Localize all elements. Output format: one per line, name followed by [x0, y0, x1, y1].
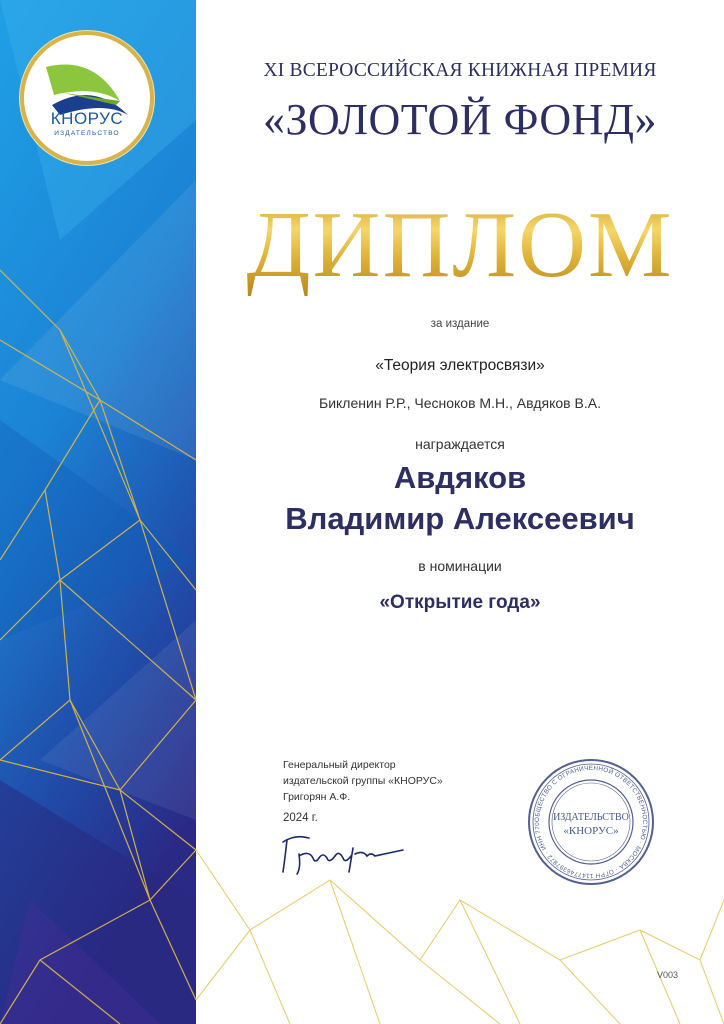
nomination-label: в номинации: [418, 558, 502, 574]
awarded-label: награждается: [415, 436, 505, 452]
official-stamp: [526, 757, 656, 887]
diploma-title-gold: [230, 190, 690, 300]
book-title: «Теория электросвязи»: [375, 357, 545, 374]
for-edition-label: за издание: [430, 318, 490, 330]
premium-title-line2: «ЗОЛОТОЙ ФОНД»: [263, 95, 657, 144]
stamp-center-line2: «КНОРУС»: [563, 825, 619, 837]
diploma-title: [230, 190, 690, 300]
stamp-center-line1: ИЗДАТЕЛЬСТВО: [553, 812, 629, 823]
premium-title-line1: XI ВСЕРОССИЙСКАЯ КНИЖНАЯ ПРЕМИЯ: [263, 60, 657, 81]
logo-name: КНОРУС: [50, 109, 124, 128]
logo-subtitle: ИЗДАТЕЛЬСТВО: [54, 130, 120, 137]
decorative-sidebar: [0, 0, 196, 1024]
sail-logo-icon: [24, 35, 150, 161]
signatory-position: Генеральный директор: [283, 759, 396, 771]
publisher-logo: [24, 35, 150, 161]
laureate-given-names: Владимир Алексеевич: [285, 501, 635, 536]
document-code: V003: [657, 970, 679, 980]
diploma-title-text: ДИПЛОМ: [246, 193, 674, 297]
stamp-ring-text: ОБЩЕСТВО С ОГРАНИЧЕННОЙ ОТВЕТСТВЕННОСТЬЮ · МОСКВА · ОГРН 1147746397872 · ИНН 770: [533, 764, 649, 880]
laureate-surname: Авдяков: [393, 460, 527, 495]
book-authors: Бикленин Р.Р., Чесноков М.Н., Авдяков В.А.: [319, 395, 601, 411]
handwritten-signature: [275, 828, 415, 878]
signatory-name: Григорян А.Ф.: [283, 791, 351, 803]
nomination-title: «Открытие года»: [379, 592, 541, 613]
signatory-block: [283, 757, 443, 805]
signatory-organization: издательской группы «КНОРУС»: [283, 775, 443, 787]
issue-year: 2024 г.: [283, 812, 318, 824]
